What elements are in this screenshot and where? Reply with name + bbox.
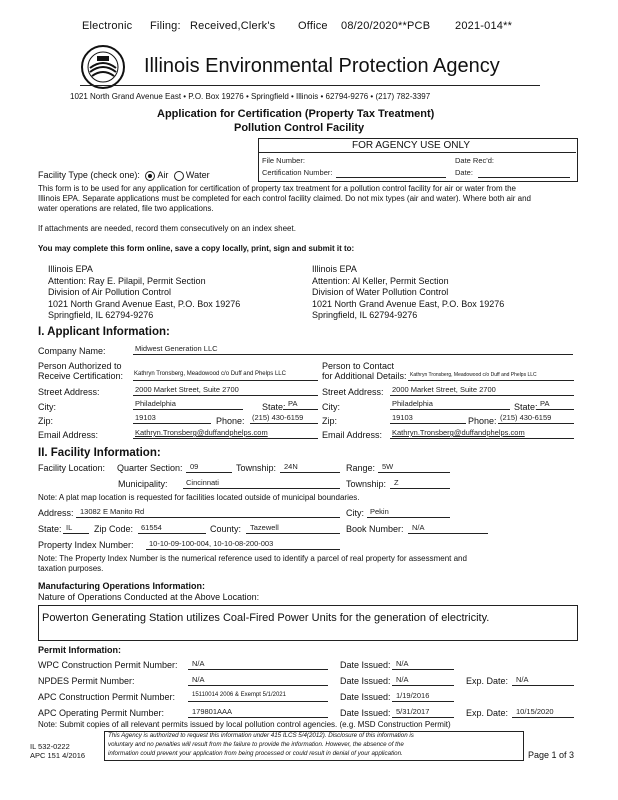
email2-line [390,438,574,439]
address-water-line: Division of Water Pollution Control [312,287,449,297]
county-field[interactable]: Tazewell [250,523,279,532]
water-label: Water [185,170,210,180]
county-line [246,533,340,534]
address-water [312,264,504,322]
city-line [133,409,243,410]
apc-op-date-field[interactable]: 5/31/2017 [396,707,430,716]
zip-line [133,423,211,424]
wpc-date-line [392,669,454,670]
company-line [133,354,573,355]
state-label: State: [262,402,286,412]
stamp-date: 08/20/2020**PCB [341,20,431,32]
wpc-field[interactable]: N/A [192,659,205,668]
facility-type-label: Facility Type (check one): [38,170,140,180]
permit-heading: Permit Information: [38,645,122,655]
stamp-electronic: Electronic [82,20,133,32]
township2-field[interactable]: Z [394,478,399,487]
pin-field[interactable]: 10-10-09-100-004, 10-10-08-200-003 [149,539,274,548]
range-label: Range: [346,463,376,473]
cert-number-label: Certification Number: [262,168,333,177]
apc-op-exp-field[interactable]: 10/15/2020 [516,707,554,716]
agency-date-label: Date: [455,168,473,177]
disclaimer-line-2: voluntary and no penalties will result from the failure to provide the information. However, the absence of the [108,741,404,748]
company-label: Company Name: [38,346,106,356]
facility-state-field[interactable]: IL [66,523,73,532]
facility-heading: II. Facility Information: [38,447,161,459]
address-water-line: Attention: Al Keller, Permit Section [312,275,449,286]
person-contact-label-2: for Additional Details: [322,371,407,381]
mfg-heading: Manufacturing Operations Information: [38,581,206,591]
person-auth-label-2: Receive Certification: [38,371,124,381]
apc-const-date-field[interactable]: 1/19/2016 [396,691,430,700]
applicant-heading: I. Applicant Information: [38,326,170,338]
address-air-line: 1021 North Grand Avenue East, P.O. Box 19276 [48,298,241,309]
npdes-exp-label: Exp. Date: [466,676,509,686]
npdes-date-field[interactable]: N/A [396,675,409,684]
facility-address-label: Address: [38,508,74,518]
air-label: Air [157,170,169,180]
person-auth-field[interactable]: Kathryn Tronsberg, Meadowood c/o Duff and Phelps LLC [134,371,286,377]
facility-type [38,170,210,181]
page-number: Page 1 of 3 [528,750,575,760]
apc-const-date-line [392,701,454,702]
book-line [408,533,488,534]
intro-attachments: If attachments are needed, record them consecutively on an index sheet. [38,224,296,233]
street-line [133,395,318,396]
city-field[interactable]: Philadelphia [135,399,176,408]
disclaimer-line-1: This Agency is authorized to request this information under 415 ILCS 5/4(2012). Disclosure of this information is [108,732,414,739]
zip2-field[interactable]: 19103 [392,413,413,422]
phone2-field[interactable]: (215) 430-6159 [500,413,552,422]
address-air-line: Springfield, IL 62794-9276 [48,310,154,320]
state2-line [536,409,574,410]
npdes-exp-field[interactable]: N/A [516,675,529,684]
facility-state-line [63,533,89,534]
municipality-label: Municipality: [118,479,168,489]
facility-address-field[interactable]: 13082 E Manito Rd [80,507,145,516]
address-water-line: 1021 North Grand Avenue East, P.O. Box 19276 [312,298,505,309]
apc-const-date-label: Date Issued: [340,692,391,702]
agency-address: 1021 North Grand Avenue East • P.O. Box 19276 • Springfield • Illinois • 62794-9276 • (217) 782-3397 [70,92,431,101]
disclaimer-line-3: information could prevent your application from being processed or could result in denial of your application. [108,750,403,757]
municipality-line [183,488,340,489]
address-air-line: Division of Air Pollution Control [48,287,172,297]
township-label: Township: [236,463,277,473]
pin-label: Property Index Number: [38,540,134,550]
illinois-epa-logo [80,44,126,90]
city2-line [390,409,510,410]
facility-city-field[interactable]: Pekin [370,507,389,516]
street2-line [390,395,574,396]
address-air-line: Attention: Ray E. Pilapil, Permit Section [48,275,206,286]
state-field[interactable]: PA [288,399,298,408]
air-radio[interactable] [145,171,155,181]
nature-label: Nature of Operations Conducted at the Above Location: [38,592,260,602]
facility-zip-field[interactable]: 61554 [141,523,162,532]
wpc-label: WPC Construction Permit Number: [38,660,178,670]
apc-op-date-line [392,717,454,718]
apc-op-date-label: Date Issued: [340,708,391,718]
intro-line-1: This form is to be used for any application for certification of property tax treatment for a pollution control facility for air or water from the [38,184,516,193]
stamp-office: Office [298,20,328,32]
agency-date-line [478,177,570,178]
npdes-field[interactable]: N/A [192,675,205,684]
pin-note-line-1: Note: The Property Index Number is the numerical reference used to identify a parcel of real property for assessment and [38,554,467,563]
email2-label: Email Address: [322,430,383,440]
wpc-date-field[interactable]: N/A [396,659,409,668]
apc-op-line [188,717,328,718]
quarter-line [186,472,232,473]
street-field[interactable]: 2000 Market Street, Suite 2700 [135,385,239,394]
npdes-exp-line [512,685,574,686]
quarter-field[interactable]: 09 [190,462,199,471]
township2-line [390,488,450,489]
book-field[interactable]: N/A [412,523,425,532]
facility-address-line [76,517,340,518]
email-label: Email Address: [38,430,99,440]
stamp-number: 2021-014** [455,20,513,32]
email2-field[interactable]: Kathryn.Tronsberg@duffandphelps.com [392,428,525,437]
phone2-line [498,423,574,424]
water-radio[interactable] [174,171,184,181]
file-number-label: File Number: [262,156,305,165]
city-label: City: [38,402,56,412]
date-recd-label: Date Rec'd: [455,156,494,165]
wpc-date-label: Date Issued: [340,660,391,670]
apc-const-line [188,701,328,702]
form-code-1: IL 532-0222 [30,742,70,751]
address-air-line: Illinois EPA [48,264,93,274]
apc-const-field[interactable]: 15110014 2006 & Exempt 5/1/2021 [192,692,286,698]
street-label: Street Address: [38,387,100,397]
county-label: County: [210,524,242,534]
state2-label: State: [514,402,538,412]
npdes-date-label: Date Issued: [340,676,391,686]
apc-op-exp-label: Exp. Date: [466,708,509,718]
range-line [378,472,450,473]
facility-location-label: Facility Location: [38,463,106,473]
apc-op-exp-line [512,717,574,718]
facility-city-line [367,517,450,518]
address-water-line: Illinois EPA [312,264,357,274]
person-auth-line [133,380,318,381]
book-label: Book Number: [346,524,404,534]
apc-op-field[interactable]: 179801AAA [192,707,233,716]
agency-title: Illinois Environmental Protection Agency [144,55,500,77]
person-contact-line [408,380,574,381]
facility-city-label: City: [346,508,364,518]
intro-submit: You may complete this form online, save a copy locally, print, sign and submit it to: [38,244,355,253]
facility-zip-label: Zip Code: [94,524,134,534]
street2-label: Street Address: [322,387,384,397]
facility-zip-line [138,533,206,534]
phone-label: Phone: [216,416,245,426]
intro-line-2: Illinois EPA. Separate applications must be completed for each control facility claimed. Do not mix types (air and water). Where both air and [38,194,531,203]
phone2-label: Phone: [468,416,497,426]
email-line [133,438,318,439]
form-code-2: APC 151 4/2016 [30,751,86,760]
agency-use-title: FOR AGENCY USE ONLY [352,140,470,151]
street2-field[interactable]: 2000 Market Street, Suite 2700 [392,385,496,394]
city2-field[interactable]: Philadelphia [392,399,433,408]
intro-line-3: water operations are related, file two applications. [38,204,214,213]
phone-line [250,423,318,424]
stamp-received: Received,Clerk's [190,20,276,32]
pin-note-line-2: taxation purposes. [38,564,104,573]
phone-field[interactable]: (215) 430-6159 [252,413,304,422]
person-contact-label-1: Person to Contact [322,361,395,371]
facility-state-label: State: [38,524,62,534]
stamp-filing: Filing: [150,20,181,32]
address-air [48,264,240,322]
company-field[interactable]: Midwest Generation LLC [135,344,218,353]
zip-label: Zip: [38,416,54,426]
wpc-line [188,669,328,670]
zip-field[interactable]: 19103 [135,413,156,422]
person-auth-label-1: Person Authorized to [38,361,122,371]
township-line [280,472,340,473]
zip2-label: Zip: [322,416,338,426]
permit-note: Note: Submit copies of all relevant permits issued by local pollution control agencies. (e.g. MSD Construction Permit) [38,720,451,729]
apc-const-label: APC Construction Permit Number: [38,692,176,702]
quarter-label: Quarter Section: [117,463,183,473]
npdes-label: NPDES Permit Number: [38,676,135,686]
zip2-line [390,423,466,424]
form-title: Application for Certification (Property Tax Treatment) [157,108,435,120]
range-field[interactable]: 5W [382,462,394,471]
city2-label: City: [322,402,340,412]
state-line [283,409,318,410]
township2-label: Township: [346,479,387,489]
person-contact-field[interactable]: Kathryn Tronsberg, Meadowood c/o Duff and Phelps LLC [410,372,537,378]
nature-field: Powerton Generating Station utilizes Coal-Fired Power Units for the generation of electricity. [42,612,490,624]
state2-field[interactable]: PA [540,399,550,408]
apc-op-label: APC Operating Permit Number: [38,708,165,718]
cert-number-line [336,177,446,178]
municipality-field[interactable]: Cincinnati [186,478,219,487]
form-subtitle: Pollution Control Facility [234,122,365,134]
header-rule [80,85,540,86]
email-field[interactable]: Kathryn.Tronsberg@duffandphelps.com [135,428,268,437]
agency-box-divider [258,152,576,153]
township-field[interactable]: 24N [284,462,298,471]
pin-line [146,549,340,550]
npdes-line [188,685,328,686]
address-water-line: Springfield, IL 62794-9276 [312,310,418,320]
plat-map-note: Note: A plat map location is requested for facilities located outside of municipal boundaries. [38,493,360,502]
npdes-date-line [392,685,454,686]
